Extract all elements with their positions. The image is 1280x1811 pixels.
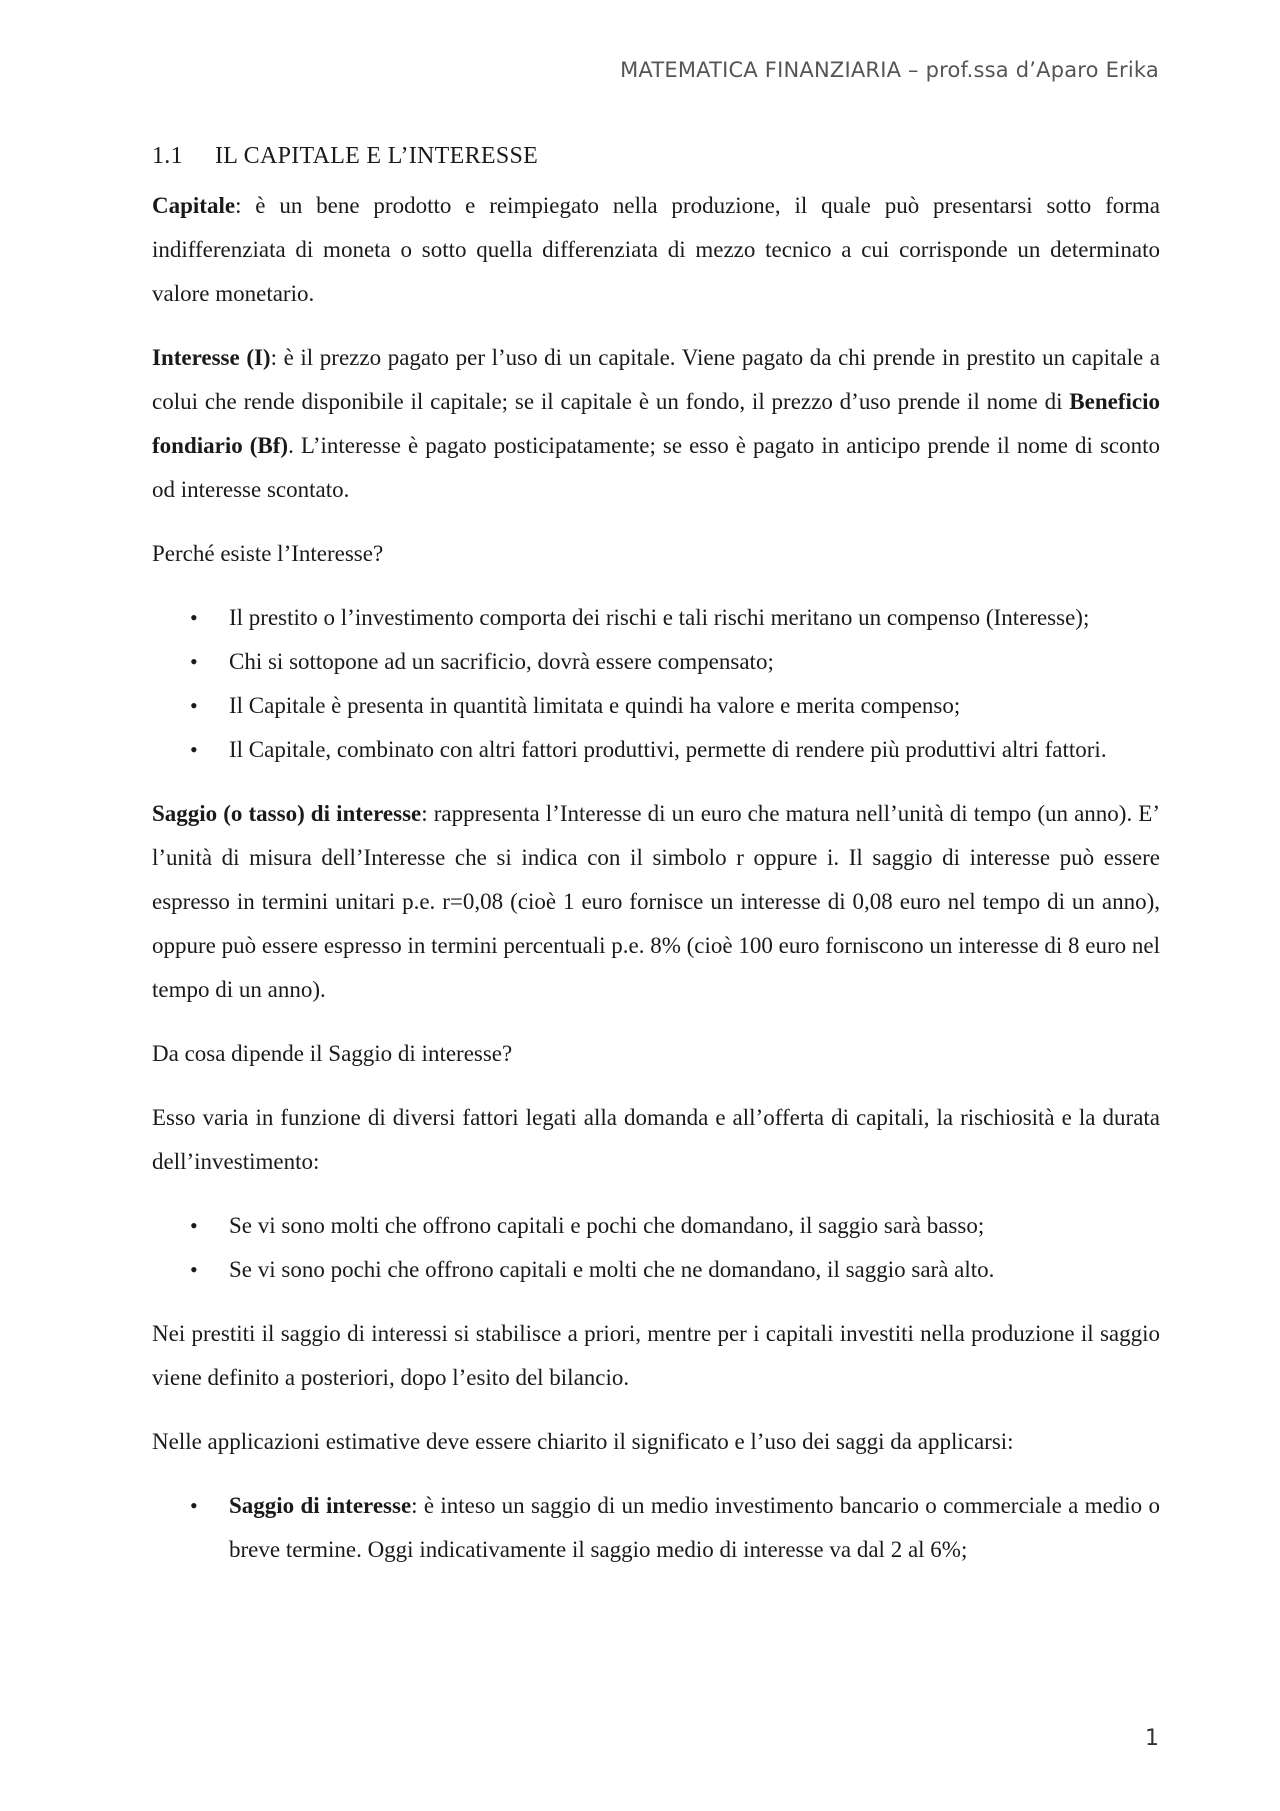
saggio-term: Saggio (o tasso) di interesse: [152, 801, 422, 826]
capitale-text: : è un bene prodotto e reimpiegato nella produzione, il quale può presentarsi sotto forma indifferenziata di moneta o sotto quella differenziata di mezzo tecnico a cui corrisponde un determinato valore monetario.: [152, 193, 1160, 306]
interesse-text-2: . L’interesse è pagato posticipatamente; se esso è pagato in anticipo prende il nome di sconto od interesse scontato.: [152, 433, 1160, 502]
list-item: • Il prestito o l’investimento comporta dei rischi e tali rischi meritano un compenso (Interesse);: [229, 596, 1160, 640]
page-number: 1: [1145, 1726, 1159, 1751]
interesse-paragraph: [152, 336, 1160, 512]
saggi-list: [152, 1484, 1160, 1572]
section-title: IL CAPITALE E L’INTERESSE: [215, 143, 539, 169]
saggio-text: : rappresenta l’Interesse di un euro che matura nell’unità di tempo (un anno). E’ l’unità di misura dell’Interesse che si indica con il simbolo r oppure i. Il saggio di interesse può essere espresso in termini unitari p.e. r=0,08 (cioè 1 euro fornisce un interesse di 0,08 euro nel tempo di un anno), oppure può essere espresso in termini percentuali p.e. 8% (cioè 100 euro forniscono un interesse di 8 euro nel tempo di un anno).: [152, 801, 1160, 1002]
list-item: • Chi si sottopone ad un sacrificio, dovrà essere compensato;: [229, 640, 1160, 684]
list-item: [229, 1484, 1160, 1572]
saggio-interesse-term: Saggio di interesse: [229, 1493, 412, 1518]
capitale-term: Capitale: [152, 193, 236, 218]
saggio-paragraph: [152, 792, 1160, 1012]
reasons-list: [152, 596, 1160, 772]
question-rate-depends: Da cosa dipende il Saggio di interesse?: [152, 1041, 513, 1066]
section-number: 1.1: [152, 143, 183, 169]
prestiti-paragraph: Nei prestiti il saggio di interessi si stabilisce a priori, mentre per i capitali investiti nella produzione il saggio viene definito a posteriori, dopo l’esito del bilancio.: [152, 1321, 1160, 1390]
page-header: MATEMATICA FINANZIARIA – prof.ssa d’Aparo Erika: [620, 58, 1159, 82]
varia-paragraph: Esso varia in funzione di diversi fattori legati alla domanda e all’offerta di capitali, la rischiosità e la durata dell’investimento:: [152, 1105, 1160, 1174]
cases-list: [152, 1204, 1160, 1292]
saggio-interesse-text: : è inteso un saggio di un medio investimento bancario o commerciale a medio o breve termine. Oggi indicativamente il saggio medio di interesse va dal 2 al 6%;: [229, 1493, 1160, 1562]
interesse-text-1: : è il prezzo pagato per l’uso di un capitale. Viene pagato da chi prende in prestito un capitale a colui che rende disponibile il capitale; se il capitale è un fondo, il prezzo d’uso prende il nome di: [152, 345, 1160, 414]
applicazioni-paragraph: Nelle applicazioni estimative deve essere chiarito il significato e l’uso dei saggi da applicarsi:: [152, 1429, 1014, 1454]
list-item: • Se vi sono pochi che offrono capitali e molti che ne domandano, il saggio sarà alto.: [229, 1248, 1160, 1292]
list-item: • Il Capitale, combinato con altri fattori produttivi, permette di rendere più produttivi altri fattori.: [229, 728, 1160, 772]
list-item: • Se vi sono molti che offrono capitali e pochi che domandano, il saggio sarà basso;: [229, 1204, 1160, 1248]
section-heading: [152, 143, 1160, 170]
interesse-term: Interesse (I): [152, 345, 271, 370]
question-why-interest: Perché esiste l’Interesse?: [152, 541, 384, 566]
capitale-paragraph: [152, 184, 1160, 316]
list-item: • Il Capitale è presenta in quantità limitata e quindi ha valore e merita compenso;: [229, 684, 1160, 728]
beneficio-fondiario-term: Beneficio fondiario (Bf): [152, 389, 1160, 458]
document-body: [152, 143, 1160, 1592]
